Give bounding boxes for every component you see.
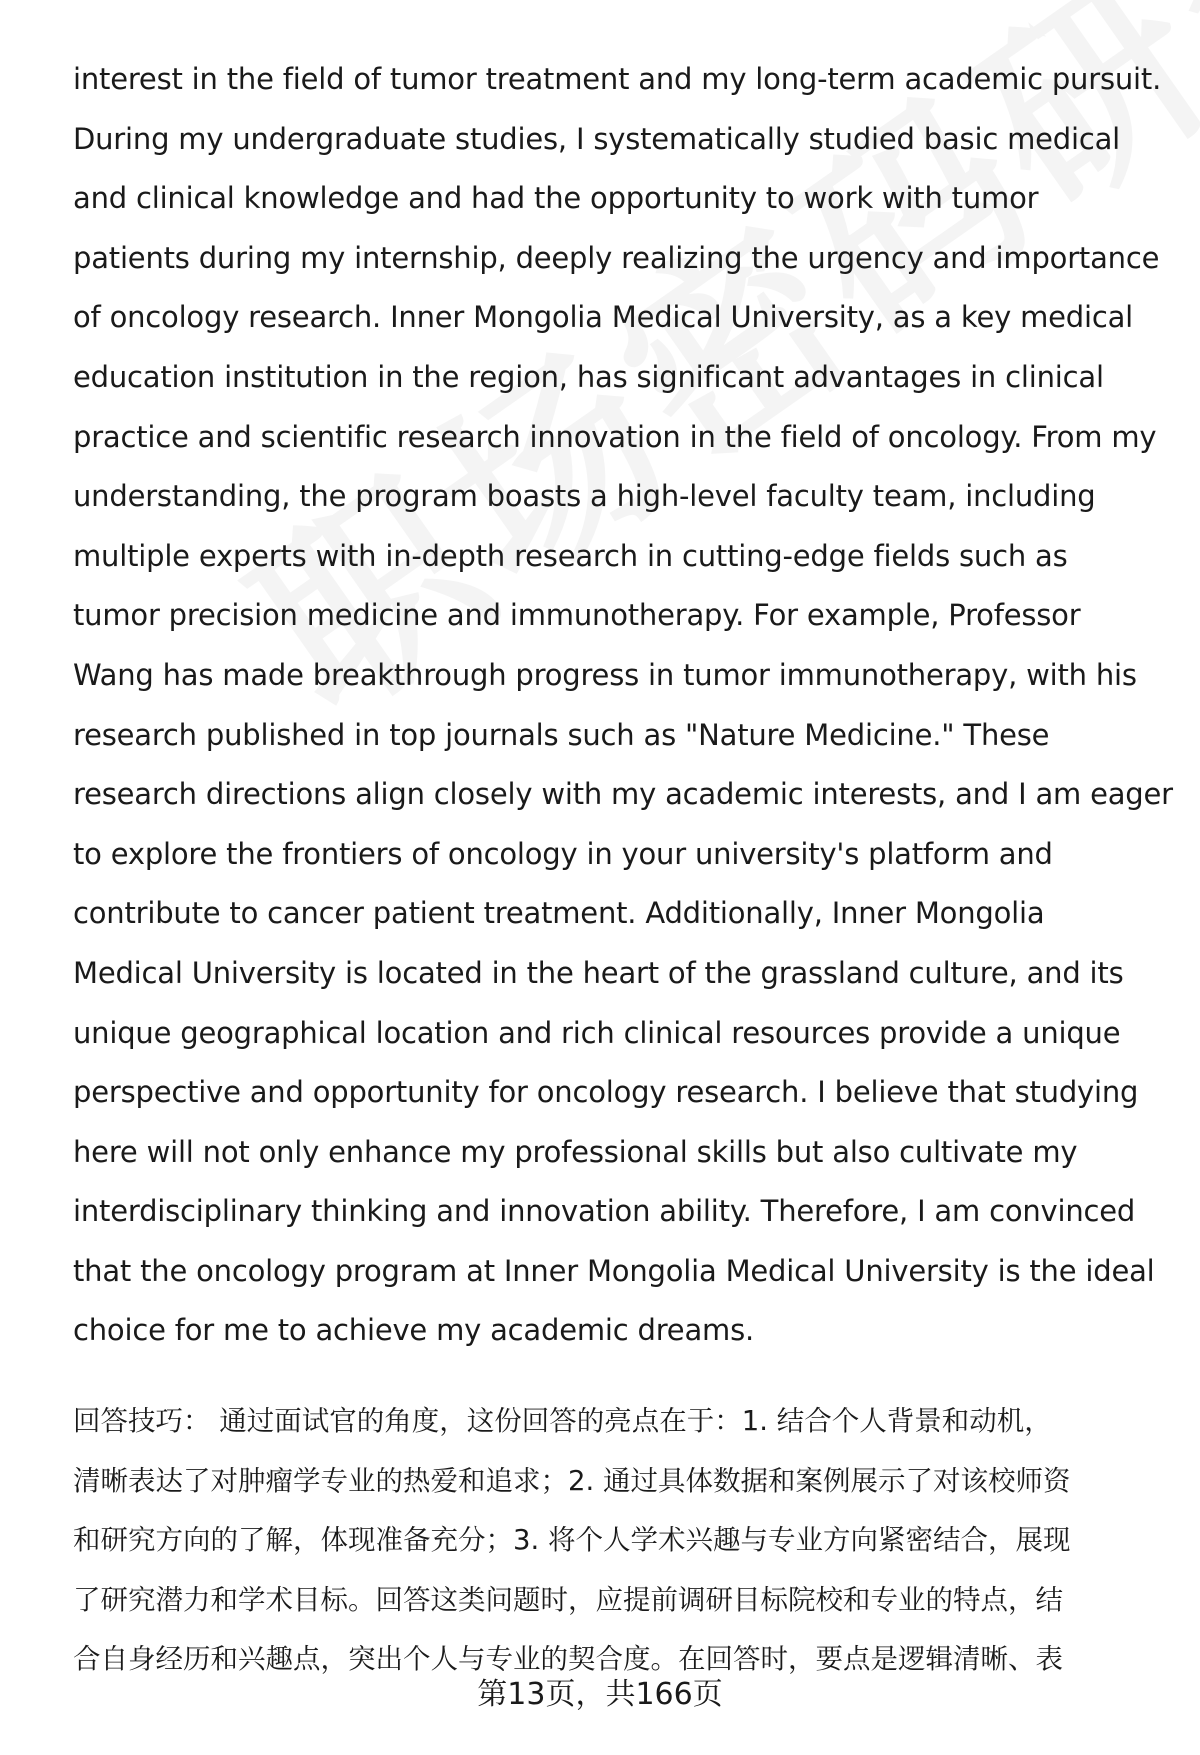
- answer-line: During my undergraduate studies, I systematically studied basic medical: [73, 121, 1121, 156]
- answer-line: understanding, the program boasts a high-level faculty team, including: [73, 479, 1096, 514]
- tips-line: 了研究潜力和学术目标。回答这类问题时，应提前调研目标院校和专业的特点，结: [73, 1583, 1063, 1616]
- tips-line: 清晰表达了对肿瘤学专业的热爱和追求；2. 通过具体数据和案例展示了对该校师资: [73, 1464, 1071, 1497]
- answer-paragraph: [73, 54, 1173, 1365]
- answer-line: of oncology research. Inner Mongolia Medical University, as a key medical: [73, 300, 1134, 335]
- answer-line: here will not only enhance my professional skills but also cultivate my: [73, 1134, 1078, 1169]
- page-number-footer: 第13页，共166页: [477, 1677, 723, 1712]
- answer-line: research published in top journals such as "Nature Medicine." These: [73, 717, 1050, 752]
- answer-line: and clinical knowledge and had the opportunity to work with tumor: [73, 181, 1039, 216]
- answer-line: unique geographical location and rich clinical resources provide a unique: [73, 1015, 1121, 1050]
- answer-line: interdisciplinary thinking and innovation ability. Therefore, I am convinced: [73, 1194, 1136, 1229]
- answer-line: that the oncology program at Inner Mongolia Medical University is the ideal: [73, 1253, 1155, 1288]
- answer-line: contribute to cancer patient treatment. Additionally, Inner Mongolia: [73, 896, 1045, 931]
- answer-line: multiple experts with in-depth research in cutting-edge fields such as: [73, 538, 1068, 573]
- answer-line: to explore the frontiers of oncology in your university's platform and: [73, 836, 1053, 871]
- tips-line: 回答技巧： 通过面试官的角度，这份回答的亮点在于：1. 结合个人背景和动机，: [73, 1405, 1052, 1437]
- answer-line: perspective and opportunity for oncology research. I believe that studying: [73, 1075, 1139, 1110]
- answer-line: choice for me to achieve my academic dreams.: [73, 1313, 754, 1348]
- answer-line: education institution in the region, has significant advantages in clinical: [73, 359, 1104, 394]
- tips-line: 和研究方向的了解，体现准备充分；3. 将个人学术兴趣与专业方向紧密结合，展现: [73, 1524, 1071, 1556]
- answer-line: patients during my internship, deeply realizing the urgency and importance: [73, 240, 1160, 275]
- answer-line: Wang has made breakthrough progress in tumor immunotherapy, with his: [73, 657, 1137, 692]
- answer-tips-paragraph: [73, 1397, 1163, 1695]
- answer-line: practice and scientific research innovation in the field of oncology. From my: [73, 419, 1157, 454]
- answer-line: tumor precision medicine and immunotherapy. For example, Professor: [73, 598, 1081, 633]
- answer-line: interest in the field of tumor treatment and my long-term academic pursuit.: [73, 62, 1162, 96]
- tips-line: 合自身经历和兴趣点，突出个人与专业的契合度。在回答时，要点是逻辑清晰、表: [73, 1643, 1063, 1675]
- answer-line: research directions align closely with my academic interests, and I am eager: [73, 777, 1173, 812]
- answer-line: Medical University is located in the heart of the grassland culture, and its: [73, 955, 1124, 990]
